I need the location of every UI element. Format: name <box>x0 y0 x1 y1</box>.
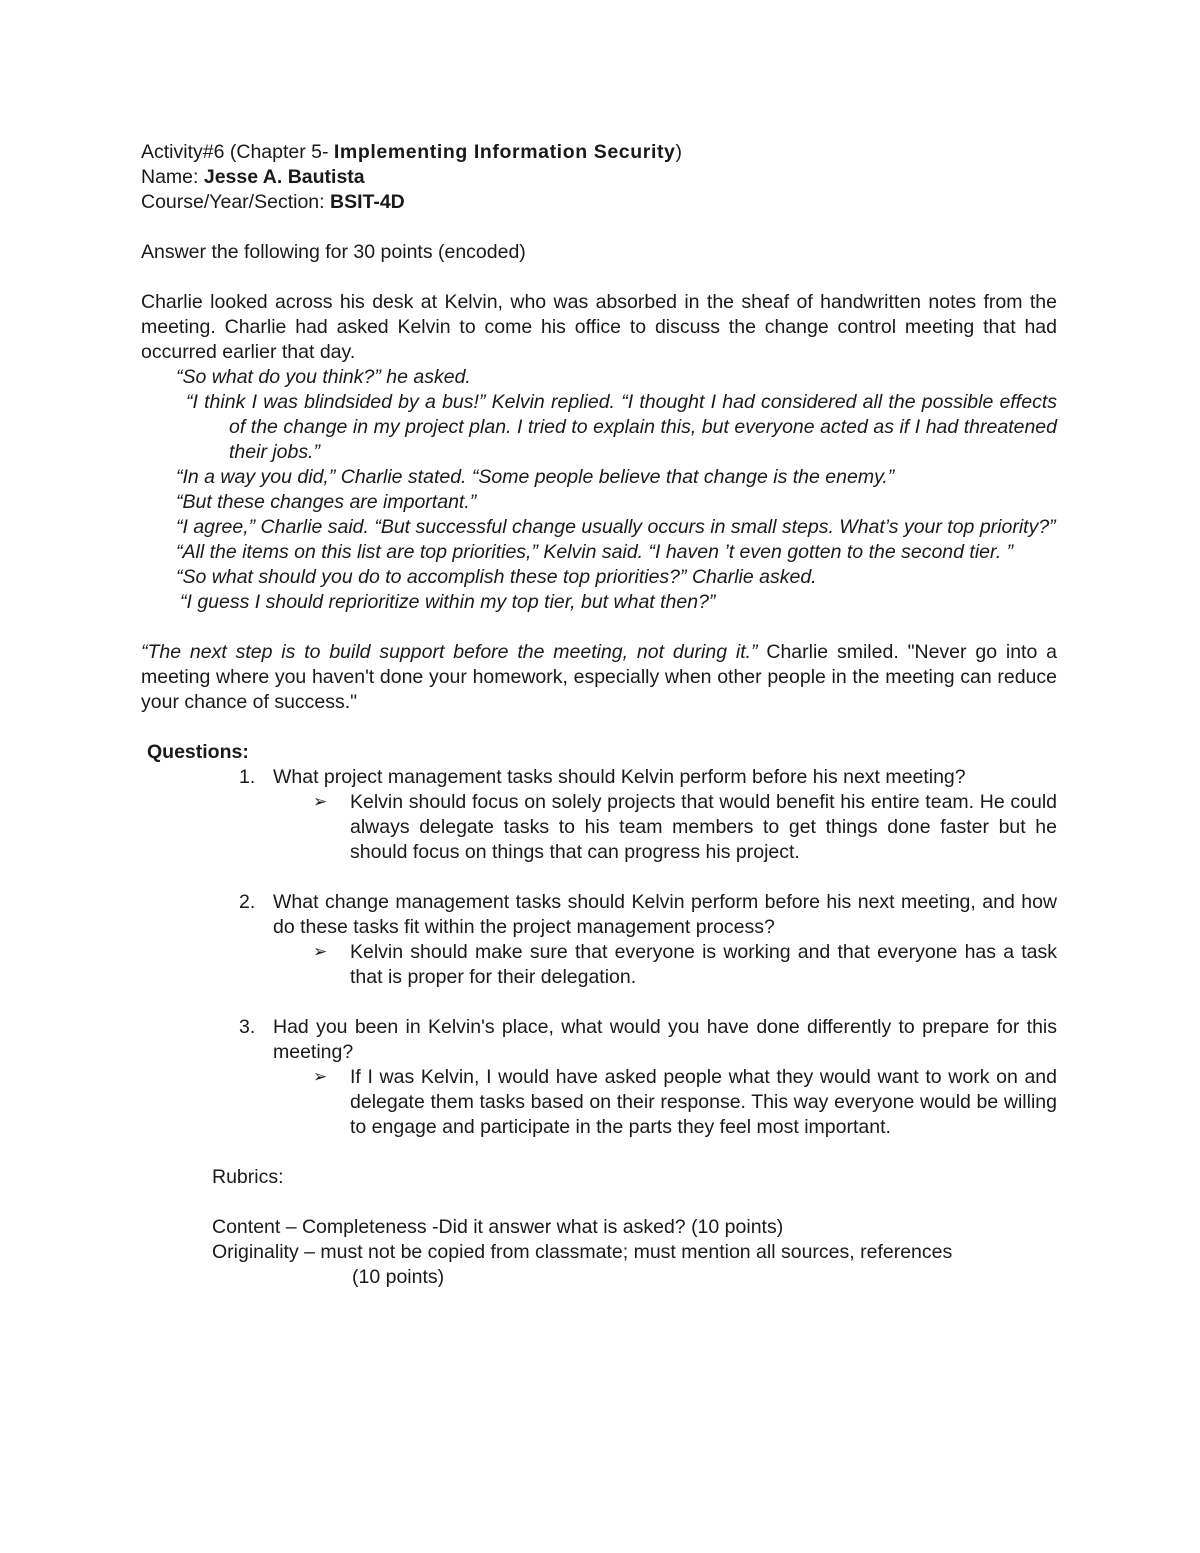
dialogue-line: “So what do you think?” he asked. <box>176 366 471 388</box>
answer-item <box>141 790 1057 865</box>
question-text: What change management tasks should Kelvin perform before his next meeting, and how do these tasks fit within the project management process? <box>273 891 1057 938</box>
chapter-title: Implementing Information Security <box>333 141 676 163</box>
rubric-originality-points: (10 points) <box>352 1266 445 1288</box>
story-intro: Charlie looked across his desk at Kelvin, who was absorbed in the sheaf of handwritten notes from the meeting. Charlie had asked Kelvin to come his office to discuss the change control meeting that had occurred earlier that day. <box>141 291 1057 363</box>
instruction: Answer the following for 30 points (encoded) <box>141 241 526 263</box>
answer-item <box>141 1065 1057 1140</box>
arrow-bullet-icon: ➢ <box>313 1067 328 1087</box>
rubric-content: Content – Completeness -Did it answer what is asked? (10 points) <box>212 1216 784 1238</box>
question-text: Had you been in Kelvin's place, what would you have done differently to prepare for this meeting? <box>273 1016 1057 1063</box>
answer-text: If I was Kelvin, I would have asked people what they would want to work on and delegate them tasks based on their response. This way everyone would be willing to engage and participate in the parts they feel most important. <box>350 1066 1057 1138</box>
question-item <box>141 765 1057 790</box>
dialogue-line: “But these changes are important.” <box>176 491 477 513</box>
dialogue-line: “So what should you do to accomplish these top priorities?” Charlie asked. <box>176 566 817 588</box>
question-text: What project management tasks should Kelvin perform before his next meeting? <box>273 766 966 788</box>
rubric-originality: Originality – must not be copied from classmate; must mention all sources, references <box>212 1241 953 1263</box>
rubrics-heading: Rubrics: <box>212 1166 284 1188</box>
answer-text: Kelvin should make sure that everyone is working and that everyone has a task that is proper for their delegation. <box>350 941 1057 988</box>
dialogue-line: “I think I was blindsided by a bus!” Kelvin replied. “I thought I had considered all the possible effects of the change in my project plan. I tried to explain this, but everyone acted as if I had threatened their jobs.” <box>186 391 1057 463</box>
arrow-bullet-icon: ➢ <box>313 942 328 962</box>
document-page <box>141 140 1057 1290</box>
dialogue-line: “I guess I should reprioritize within my top tier, but what then?” <box>180 591 716 613</box>
activity-title: Activity#6 (Chapter 5- Implementing Information Security) <box>141 141 682 163</box>
story-closing: “The next step is to build support before the meeting, not during it.” Charlie smiled. "Never go into a meeting where you haven't done your homework, especially when other people in the meeting can reduce your chance of success." <box>141 641 1057 713</box>
arrow-bullet-icon: ➢ <box>313 792 328 812</box>
answer-text: Kelvin should focus on solely projects that would benefit his entire team. He could always delegate tasks to his team members to get things done faster but he should focus on things that can progress his project. <box>350 791 1057 863</box>
dialogue-line: “In a way you did,” Charlie stated. “Some people believe that change is the enemy.” <box>176 466 895 488</box>
answer-item <box>141 940 1057 990</box>
questions-heading: Questions: <box>147 741 249 763</box>
question-number: 1. <box>239 766 256 788</box>
question-number: 3. <box>239 1016 256 1038</box>
dialogue-line: “All the items on this list are top priorities,” Kelvin said. “I haven ’t even gotten to the second tier. ” <box>176 541 1014 563</box>
course-section: Course/Year/Section: BSIT-4D <box>141 191 405 213</box>
dialogue-line: “I agree,” Charlie said. “But successful change usually occurs in small steps. What’s your top priority?” <box>176 516 1056 538</box>
student-name: Name: Jesse A. Bautista <box>141 166 365 188</box>
question-item <box>141 1015 1057 1065</box>
question-item <box>141 890 1057 940</box>
question-number: 2. <box>239 891 256 913</box>
